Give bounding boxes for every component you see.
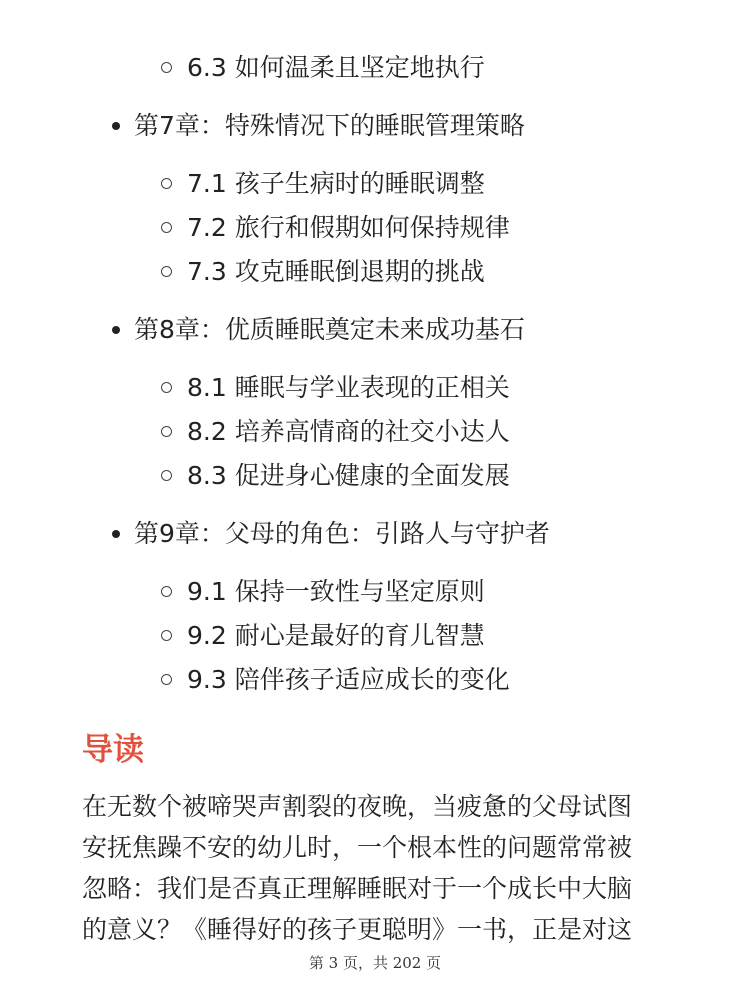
circle-bullet-icon bbox=[161, 586, 172, 597]
toc-subsection-text: 7.1 孩子生病时的睡眠调整 bbox=[187, 169, 485, 198]
toc-chapter-text: 第8章：优质睡眠奠定未来成功基石 bbox=[134, 315, 525, 344]
paragraph-line: 在无数个被啼哭声割裂的夜晚，当疲惫的父母试图 bbox=[82, 792, 633, 821]
circle-bullet-icon bbox=[161, 470, 172, 481]
circle-bullet-icon bbox=[161, 426, 172, 437]
toc-chapter bbox=[0, 308, 750, 352]
toc-subsection-text: 7.3 攻克睡眠倒退期的挑战 bbox=[187, 257, 485, 286]
disc-bullet-icon bbox=[112, 530, 120, 538]
toc-subsection-text: 9.2 耐心是最好的育儿智慧 bbox=[187, 621, 485, 650]
toc-chapter bbox=[0, 104, 750, 148]
circle-bullet-icon bbox=[161, 222, 172, 233]
toc-subsection-text: 8.3 促进身心健康的全面发展 bbox=[187, 461, 510, 490]
toc-subsection bbox=[0, 570, 750, 614]
paragraph-line: 忽略：我们是否真正理解睡眠对于一个成长中大脑 bbox=[82, 874, 633, 903]
body-paragraph bbox=[82, 786, 672, 950]
toc-subsection bbox=[0, 410, 750, 454]
paragraph-line: 安抚焦躁不安的幼儿时，一个根本性的问题常常被 bbox=[82, 833, 633, 862]
paragraph-line: 的意义？《睡得好的孩子更聪明》一书，正是对这 bbox=[82, 915, 633, 944]
toc-subsection bbox=[0, 614, 750, 658]
toc-subsection bbox=[0, 162, 750, 206]
circle-bullet-icon bbox=[161, 266, 172, 277]
toc-subsection-text: 7.2 旅行和假期如何保持规律 bbox=[187, 213, 510, 242]
disc-bullet-icon bbox=[112, 326, 120, 334]
toc-subsection-text: 6.3 如何温柔且坚定地执行 bbox=[187, 53, 485, 82]
toc-subsection bbox=[0, 206, 750, 250]
toc-subsection-text: 8.1 睡眠与学业表现的正相关 bbox=[187, 373, 510, 402]
toc-chapter-text: 第9章：父母的角色：引路人与守护者 bbox=[134, 519, 550, 548]
circle-bullet-icon bbox=[161, 674, 172, 685]
toc-subsection bbox=[0, 46, 750, 90]
circle-bullet-icon bbox=[161, 62, 172, 73]
disc-bullet-icon bbox=[112, 122, 120, 130]
toc-subsection-text: 9.1 保持一致性与坚定原则 bbox=[187, 577, 485, 606]
toc-subsection-text: 8.2 培养高情商的社交小达人 bbox=[187, 417, 510, 446]
toc-chapter-text: 第7章：特殊情况下的睡眠管理策略 bbox=[134, 111, 525, 140]
table-of-contents bbox=[0, 46, 750, 702]
circle-bullet-icon bbox=[161, 630, 172, 641]
toc-subsection bbox=[0, 454, 750, 498]
section-heading: 导读 bbox=[82, 732, 144, 768]
toc-subsection bbox=[0, 658, 750, 702]
toc-chapter bbox=[0, 512, 750, 556]
toc-subsection-text: 9.3 陪伴孩子适应成长的变化 bbox=[187, 665, 510, 694]
page-number-footer: 第 3 页，共 202 页 bbox=[308, 954, 442, 972]
toc-subsection bbox=[0, 366, 750, 410]
circle-bullet-icon bbox=[161, 178, 172, 189]
circle-bullet-icon bbox=[161, 382, 172, 393]
toc-subsection bbox=[0, 250, 750, 294]
